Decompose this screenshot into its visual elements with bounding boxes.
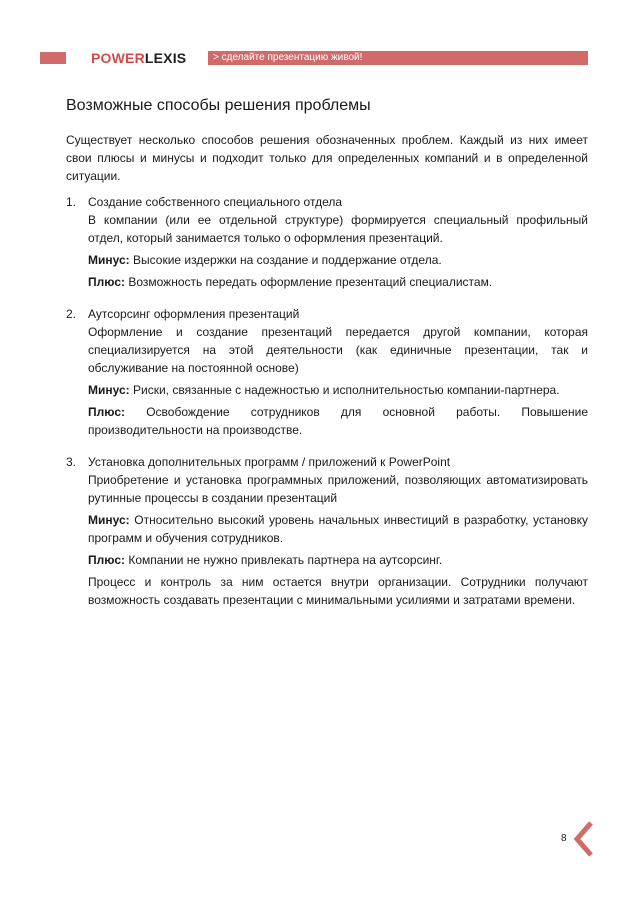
plus-label: Плюс: [88, 553, 126, 567]
page-heading: Возможные способы решения проблемы [66, 97, 371, 114]
minus-text: Риски, связанные с надежностью и исполнительностью компании-партнера. [129, 383, 560, 397]
solutions-list [66, 193, 588, 609]
item-number: 3. [66, 455, 77, 469]
minus-label: Минус: [88, 513, 130, 527]
item-minus [88, 511, 588, 547]
item-number: 1. [66, 195, 77, 209]
item-number: 2. [66, 307, 77, 321]
item-description: В компании (или ее отдельной структуре) формируется специальный профильный отдел, который занимается только о оформления презентаций. [88, 213, 588, 245]
item-title: Установка дополнительных программ / приложений к PowerPoint [88, 455, 451, 469]
item-minus [88, 381, 588, 399]
item-description: Приобретение и установка программных приложений, позволяющих автоматизировать рутинные процессы в создании презентаций [88, 473, 588, 505]
plus-text: Возможность передать оформление презентаций специалистам. [125, 275, 493, 289]
item-plus [88, 273, 588, 291]
list-item [66, 305, 588, 439]
minus-text: Относительно высокий уровень начальных инвестиций в разработку, установку программ и обучения сотрудников. [88, 513, 588, 545]
header-accent-bar [40, 52, 66, 64]
item-plus [88, 551, 588, 569]
header-banner [208, 51, 588, 65]
minus-label: Минус: [88, 383, 130, 397]
logo [91, 49, 186, 67]
plus-text: Освобождение сотрудников для основной работы. Повышение производительности на производстве. [88, 405, 588, 437]
chevron-left-icon [571, 820, 595, 858]
logo-part-power: POWER [91, 50, 145, 66]
list-item [66, 193, 588, 291]
item-plus [88, 403, 588, 439]
plus-text: Компании не нужно привлекать партнера на аутсорсинг. [125, 553, 443, 567]
logo-part-lexis: LEXIS [144, 50, 187, 66]
item-title: Создание собственного специального отдела [88, 195, 343, 209]
item-minus [88, 251, 588, 269]
minus-label: Минус: [88, 253, 130, 267]
item-description: Оформление и создание презентаций передается другой компании, которая специализируется на этой деятельности (как единичные презентации, так и обслуживание на постоянной основе) [88, 325, 588, 375]
minus-text: Высокие издержки на создание и поддержание отдела. [129, 253, 442, 267]
page-content [66, 96, 588, 623]
item-extra-text: Процесс и контроль за ним остается внутри организации. Сотрудники получают возможность создавать презентации с минимальными усилиями и затратами времени. [88, 575, 588, 607]
plus-label: Плюс: [88, 405, 126, 419]
intro-paragraph: Существует несколько способов решения обозначенных проблем. Каждый из них имеет свои плюсы и минусы и подходит только для определенных компаний и в определенной ситуации. [66, 133, 588, 183]
list-item [66, 453, 588, 609]
plus-label: Плюс: [88, 275, 126, 289]
item-title: Аутсорсинг оформления презентаций [88, 307, 300, 321]
header-tagline: > сделайте презентацию живой! [213, 52, 363, 63]
page-number: 8 [561, 833, 567, 844]
